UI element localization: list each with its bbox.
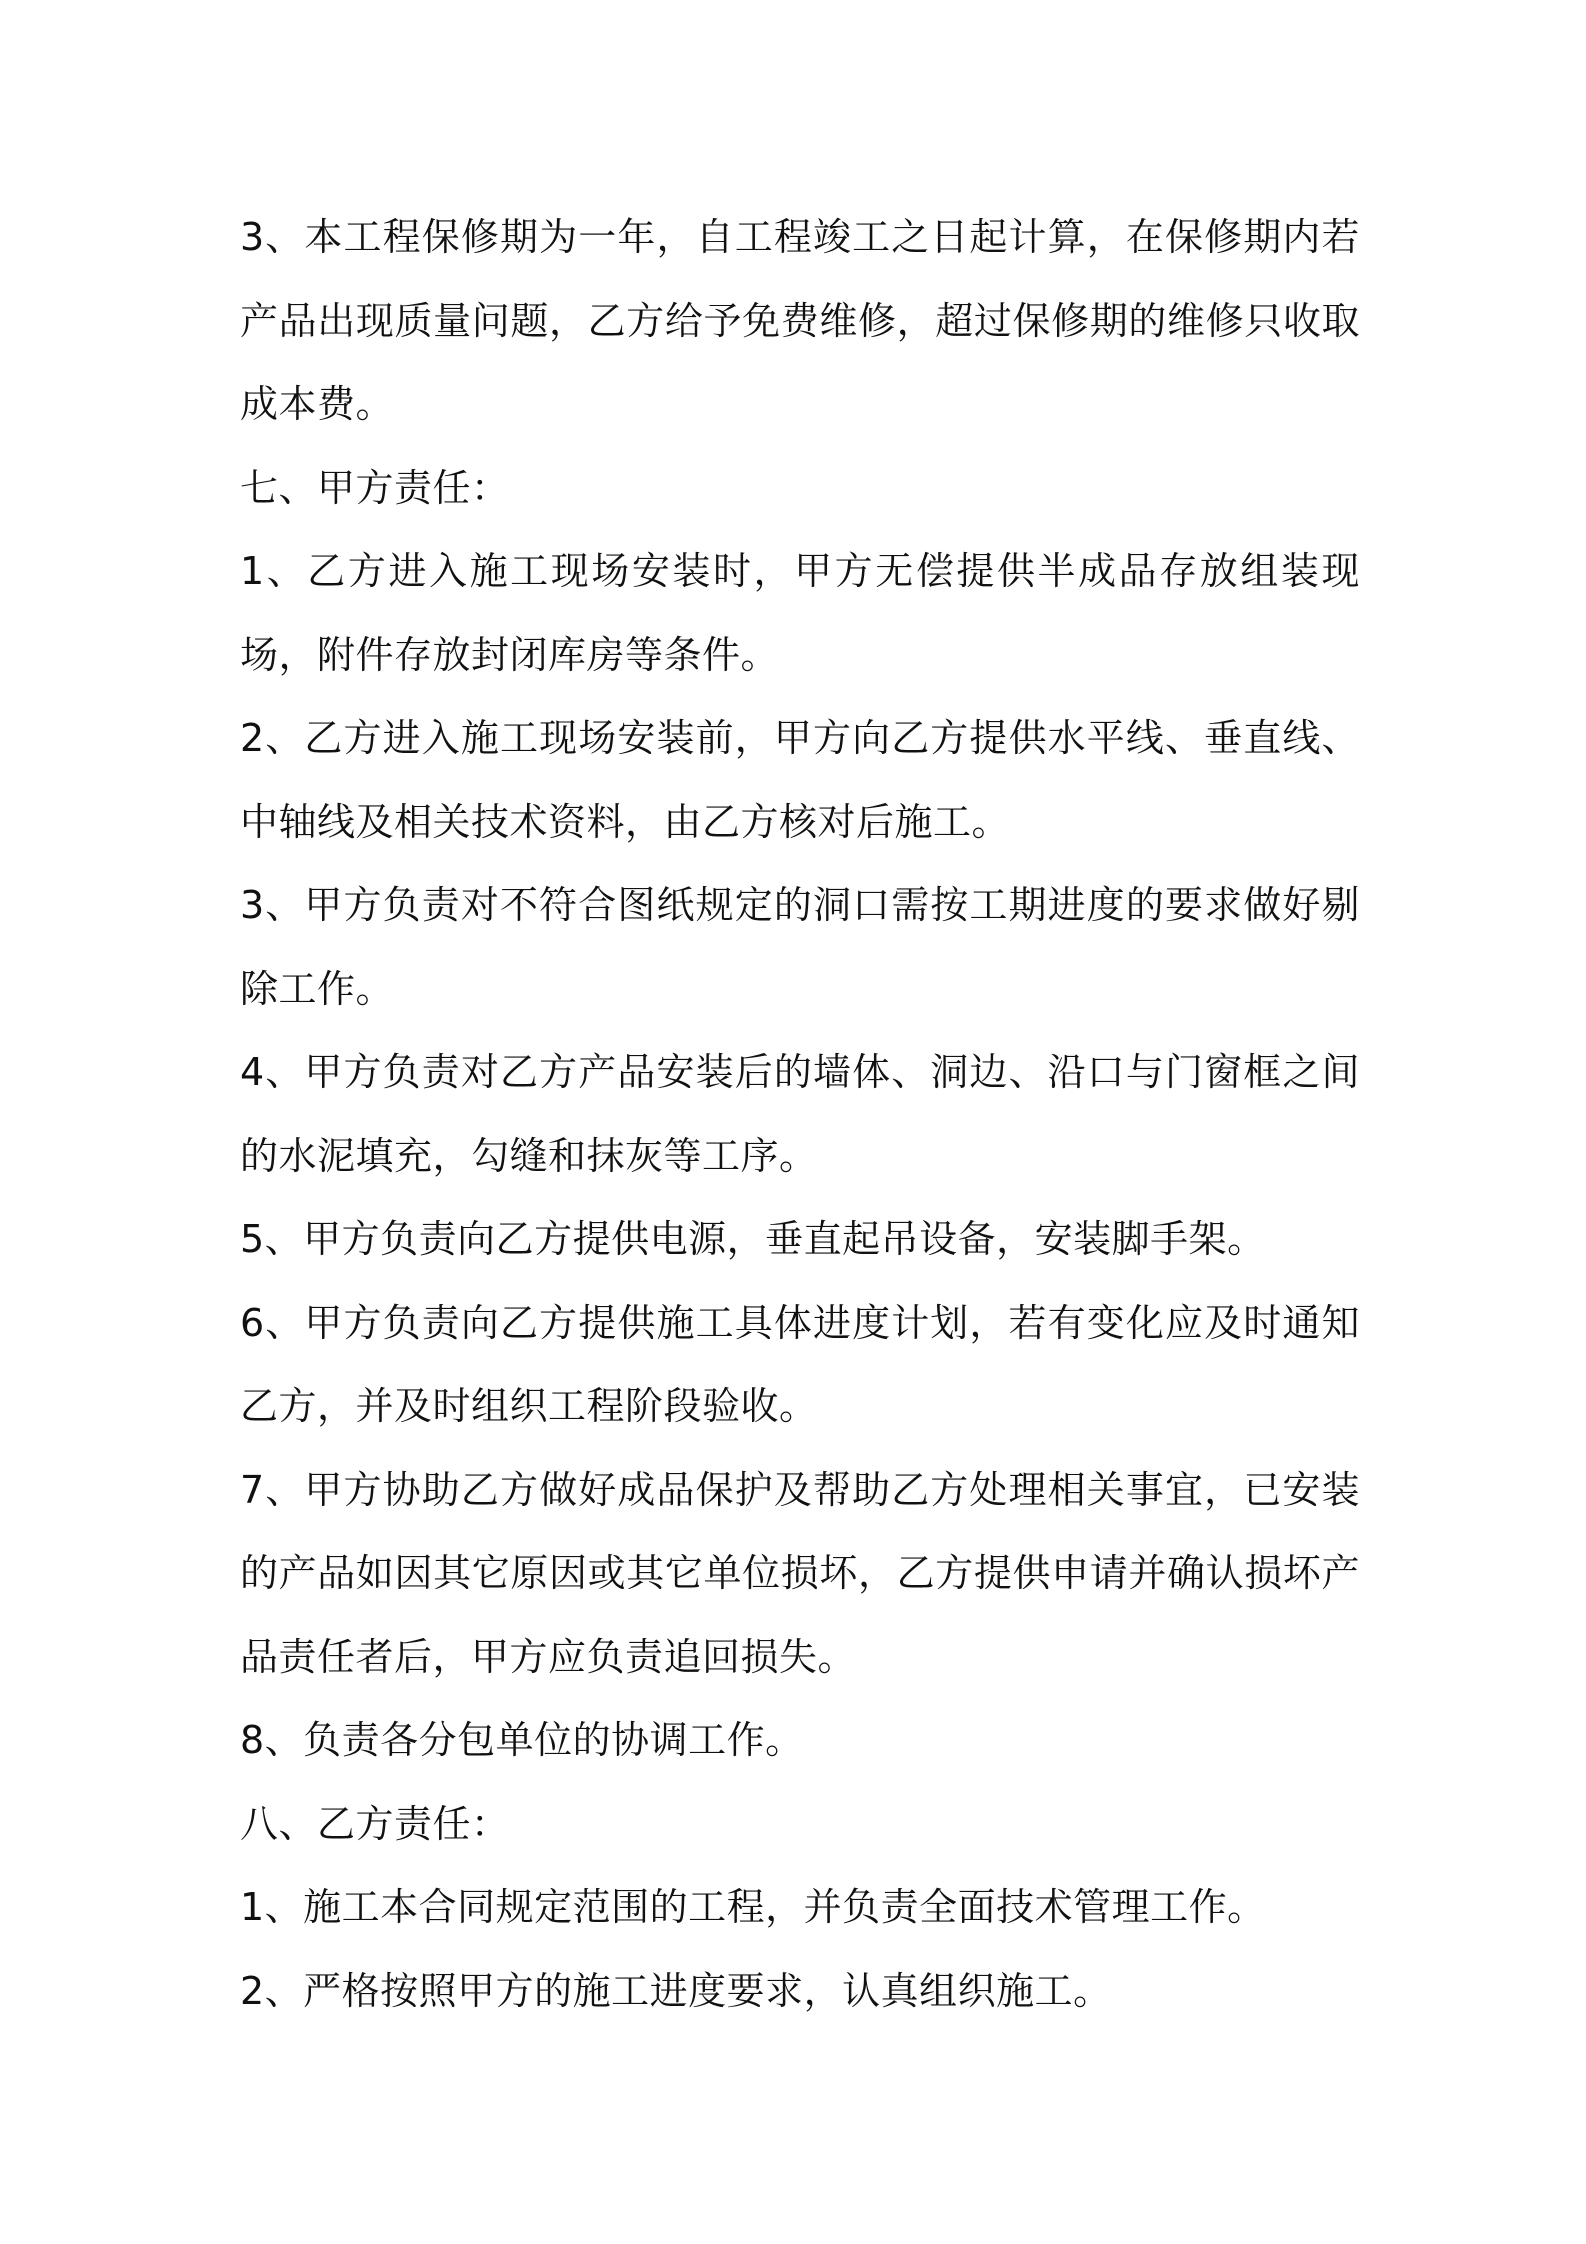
document-body (240, 196, 1360, 2033)
paragraph-party-b-item-1: 1、施工本合同规定范围的工程，并负责全面技术管理工作。 (240, 1885, 1266, 1929)
paragraph-party-b-item-2: 2、严格按照甲方的施工进度要求，认真组织施工。 (240, 1968, 1112, 2013)
paragraph-party-a-item-1: 1、乙方进入施工现场安装时，甲方无偿提供半成品存放组装现场，附件存放封闭库房等条件。 (240, 549, 1360, 677)
section-heading-party-b-responsibilities: 八、乙方责任： (240, 1801, 510, 1846)
paragraph-party-a-item-5: 5、甲方负责向乙方提供电源，垂直起吊设备，安装脚手架。 (240, 1217, 1266, 1261)
paragraph-party-a-item-3: 3、甲方负责对不符合图纸规定的洞口需按工期进度的要求做好剔除工作。 (240, 883, 1360, 1011)
paragraph-party-a-item-4: 4、甲方负责对乙方产品安装后的墙体、洞边、沿口与门窗框之间的水泥填充，勾缝和抹灰等工序。 (240, 1050, 1360, 1178)
paragraph-warranty-period: 3、本工程保修期为一年，自工程竣工之日起计算，在保修期内若产品出现质量问题，乙方给予免费维修，超过保修期的维修只收取成本费。 (240, 215, 1360, 426)
paragraph-party-a-item-6: 6、甲方负责向乙方提供施工具体进度计划，若有变化应及时通知乙方，并及时组织工程阶段验收。 (240, 1300, 1360, 1428)
paragraph-party-a-item-8: 8、负责各分包单位的协调工作。 (240, 1718, 804, 1762)
section-heading-party-a-responsibilities: 七、甲方责任： (240, 465, 510, 510)
paragraph-party-a-item-7: 7、甲方协助乙方做好成品保护及帮助乙方处理相关事宜，已安装的产品如因其它原因或其它单位损坏，乙方提供申请并确认损坏产品责任者后，甲方应负责追回损失。 (240, 1467, 1360, 1679)
paragraph-party-a-item-2: 2、乙方进入施工现场安装前，甲方向乙方提供水平线、垂直线、中轴线及相关技术资料，由乙方核对后施工。 (240, 716, 1360, 844)
